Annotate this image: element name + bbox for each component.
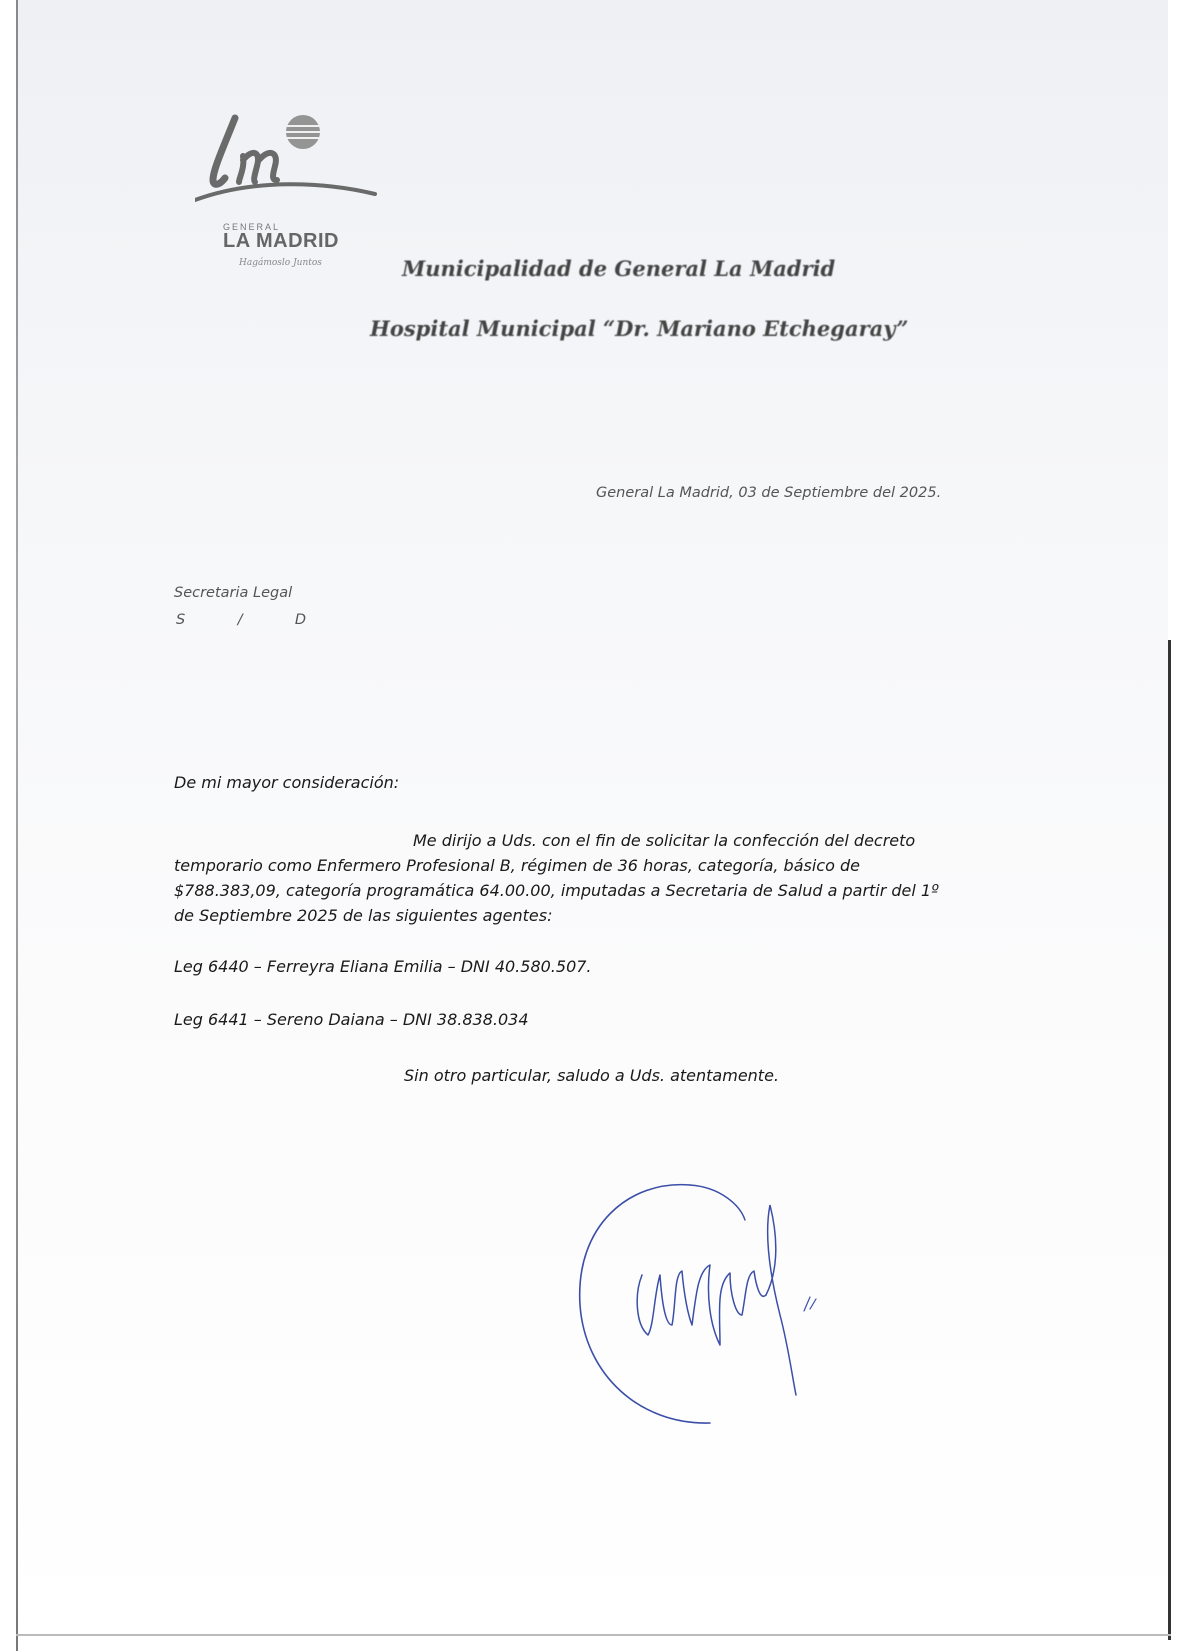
paragraph-line: Me dirijo a Uds. con el fin de solicitar la confección del decreto xyxy=(413,831,916,850)
logo-tagline: Hagámoslo Juntos xyxy=(239,258,322,268)
sd-separator: / xyxy=(237,612,243,628)
logo-small-text: GENERAL xyxy=(223,222,281,232)
hospital-heading: Hospital Municipal “Dr. Mariano Etchegaray” xyxy=(370,316,909,341)
handwritten-signature xyxy=(570,1175,860,1435)
scan-right-edge xyxy=(1168,640,1171,1640)
closing-line: Sin otro particular, saludo a Uds. atentamente. xyxy=(404,1066,780,1085)
sd-left: S xyxy=(176,612,186,628)
agent-entry: Leg 6441 – Sereno Daiana – DNI 38.838.034 xyxy=(174,1010,529,1029)
municipality-heading: Municipalidad de General La Madrid xyxy=(402,256,836,281)
recipient-name: Secretaria Legal xyxy=(174,585,293,601)
lm-monogram-logo xyxy=(195,108,395,218)
paragraph-line: $788.383,09, categoría programática 64.00.00, imputadas a Secretaria de Salud a partir del 1º xyxy=(174,881,939,900)
municipality-logo xyxy=(195,108,395,288)
paragraph-line: de Septiembre 2025 de las siguientes agentes: xyxy=(174,906,553,925)
sd-right: D xyxy=(294,612,306,628)
salutation: De mi mayor consideración: xyxy=(174,773,400,792)
recipient-sd xyxy=(176,612,306,628)
scan-left-edge xyxy=(16,0,18,1651)
agent-entry: Leg 6440 – Ferreyra Eliana Emilia – DNI 40.580.507. xyxy=(174,957,592,976)
paragraph-line: temporario como Enfermero Profesional B, régimen de 36 horas, categoría, básico de xyxy=(174,856,860,875)
letter-date: General La Madrid, 03 de Septiembre del 2025. xyxy=(596,485,942,501)
scan-bottom-edge xyxy=(16,1634,1171,1636)
logo-main-text: LA MADRID xyxy=(223,230,339,252)
